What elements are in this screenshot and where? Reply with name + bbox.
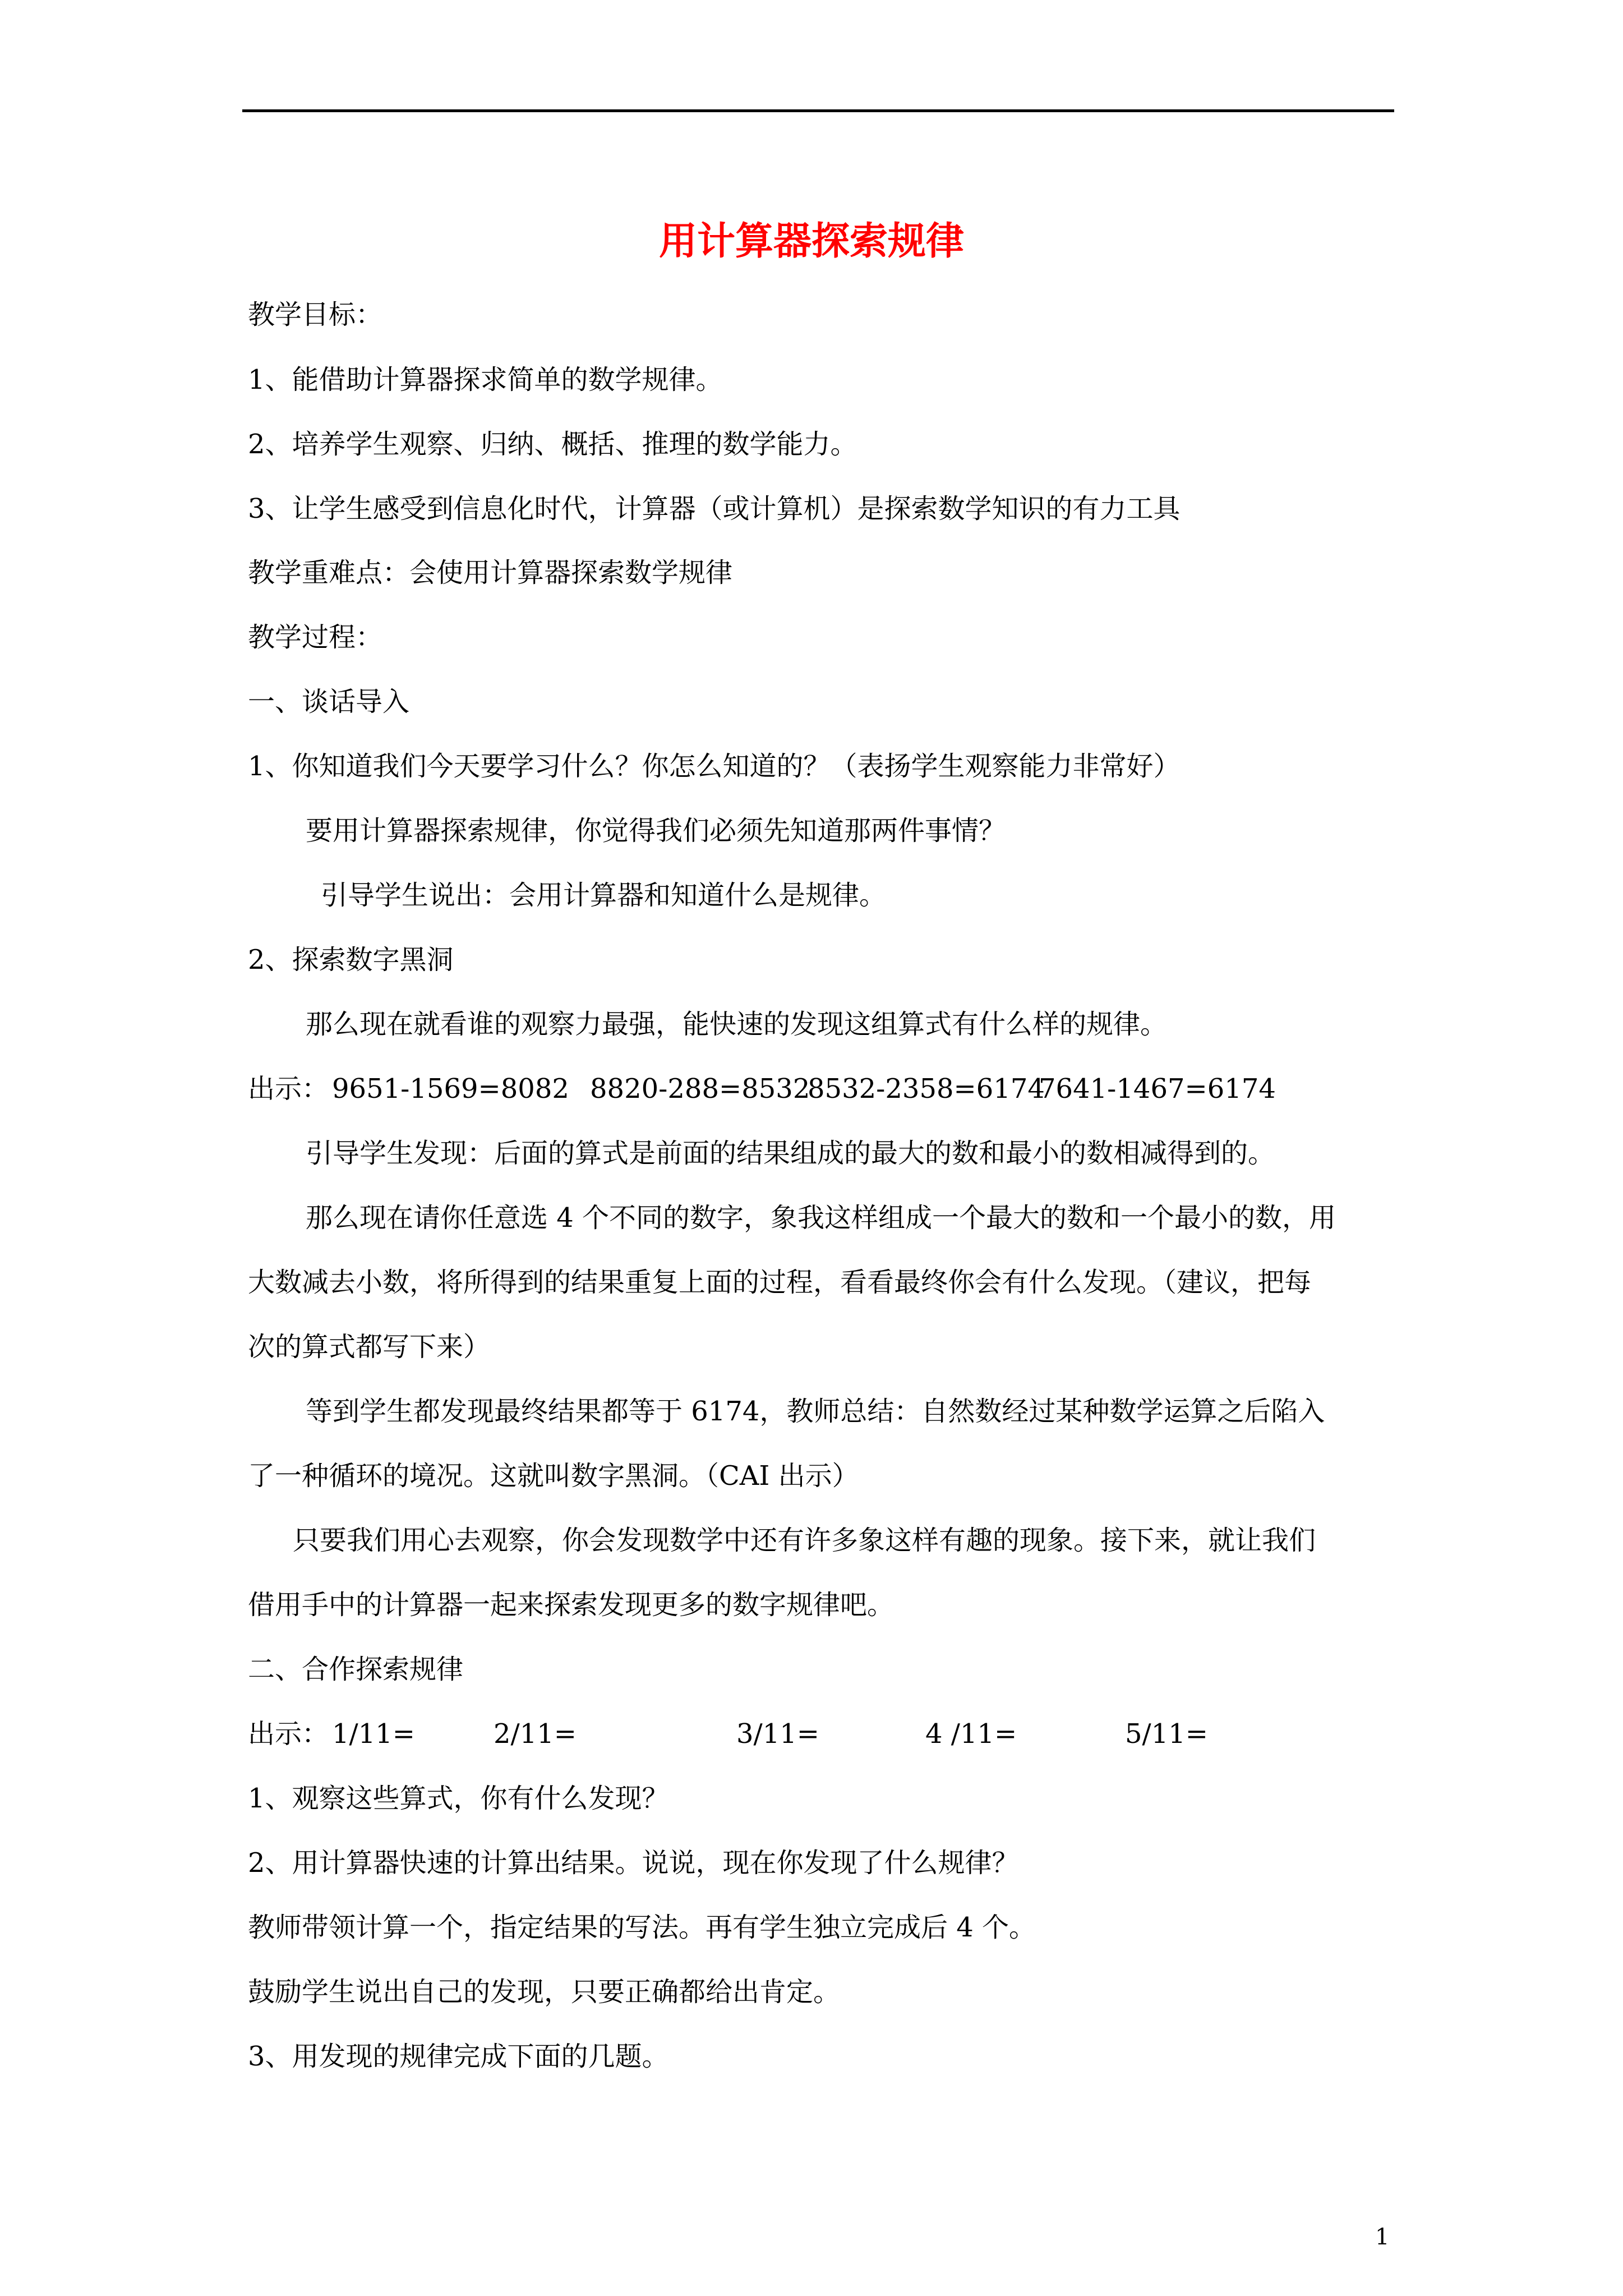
paragraph-teacher-lead: 教师带领计算一个，指定结果的写法。再有学生独立完成后 4 个。 xyxy=(248,1912,1036,1943)
paragraph-guide-1: 引导学生说出：会用计算器和知道什么是规律。 xyxy=(321,880,887,911)
paragraph-objective-1: 1、能借助计算器探求简单的数学规律。 xyxy=(248,364,723,395)
equation-2: 8820-288=8532 xyxy=(590,1073,810,1105)
paragraph-observe: 那么现在就看谁的观察力最强，能快速的发现这组算式有什么样的规律。 xyxy=(306,1009,1168,1040)
equation-3: 8532-2358=6174 xyxy=(808,1073,1045,1105)
paragraph-process-heading: 教学过程： xyxy=(248,622,383,653)
paragraph-instruction-line-1: 那么现在请你任意选 4 个不同的数字，象我这样组成一个最大的数和一个最小的数，用 xyxy=(306,1202,1336,1234)
fraction-1: 1/11= xyxy=(332,1718,416,1750)
paragraph-question-2: 要用计算器探索规律，你觉得我们必须先知道那两件事情？ xyxy=(306,815,1006,846)
header-rule xyxy=(242,109,1394,112)
paragraph-question-1: 1、你知道我们今天要学习什么？你怎么知道的？（表扬学生观察能力非常好） xyxy=(248,751,1181,782)
paragraph-encourage: 鼓励学生说出自己的发现，只要正确都给出肯定。 xyxy=(248,1976,841,2008)
section-heading-2: 二、合作探索规律 xyxy=(248,1654,464,1685)
paragraph-summary-line-1: 等到学生都发现最终结果都等于 6174，教师总结：自然数经过某种数学运算之后陷入 xyxy=(306,1396,1325,1427)
paragraph-step-3: 3、用发现的规律完成下面的几题。 xyxy=(248,2041,669,2072)
page-number: 1 xyxy=(1375,2224,1390,2250)
fraction-3: 3/11= xyxy=(736,1718,820,1750)
equation-1: 9651-1569=8082 xyxy=(332,1073,569,1105)
show-label-1: 出示： xyxy=(248,1073,329,1105)
paragraph-objectives-heading: 教学目标： xyxy=(248,299,383,330)
paragraph-transition-line-1: 只要我们用心去观察，你会发现数学中还有许多象这样有趣的现象。接下来，就让我们 xyxy=(293,1525,1316,1556)
paragraph-step-1: 1、观察这些算式，你有什么发现？ xyxy=(248,1783,669,1814)
paragraph-objective-2: 2、培养学生观察、归纳、概括、推理的数学能力。 xyxy=(248,429,857,460)
fraction-2: 2/11= xyxy=(494,1718,577,1750)
paragraph-step-2: 2、用计算器快速的计算出结果。说说，现在你发现了什么规律？ xyxy=(248,1847,1019,1879)
show-label-2: 出示： xyxy=(248,1718,329,1750)
paragraph-instruction-line-3: 次的算式都写下来） xyxy=(248,1331,491,1363)
paragraph-objective-3: 3、让学生感受到信息化时代，计算器（或计算机）是探索数学知识的有力工具 xyxy=(248,493,1181,524)
fraction-4: 4 /11= xyxy=(925,1718,1017,1750)
section-heading-1: 一、谈话导入 xyxy=(248,686,410,717)
paragraph-transition-line-2: 借用手中的计算器一起来探索发现更多的数字规律吧。 xyxy=(248,1589,895,1621)
paragraph-key-points: 教学重难点：会使用计算器探索数学规律 xyxy=(248,557,733,588)
paragraph-summary-line-2: 了一种循环的境况。这就叫数字黑洞。（CAI 出示） xyxy=(248,1460,859,1492)
paragraph-instruction-line-2: 大数减去小数，将所得到的结果重复上面的过程，看看最终你会有什么发现。（建议，把每 xyxy=(248,1267,1312,1298)
paragraph-guide-2: 引导学生发现：后面的算式是前面的结果组成的最大的数和最小的数相减得到的。 xyxy=(306,1138,1275,1169)
document-title: 用计算器探索规律 xyxy=(658,219,964,264)
equation-4: 7641-1467=6174 xyxy=(1039,1073,1276,1105)
subsection-heading-2: 2、探索数字黑洞 xyxy=(248,944,454,976)
fraction-5: 5/11= xyxy=(1125,1718,1209,1750)
